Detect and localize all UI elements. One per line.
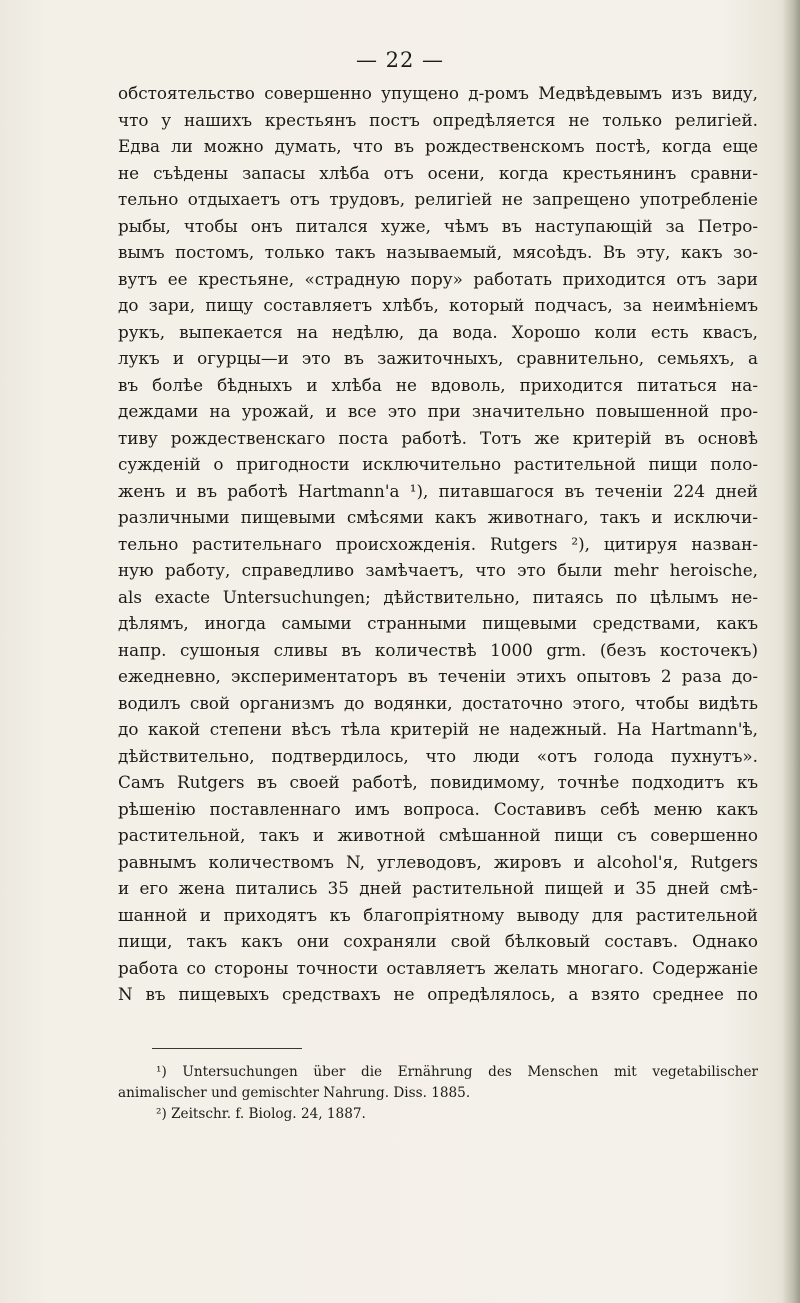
text-line: ежедневно, экспериментаторъ въ теченіи этихъ опытовъ 2 раза до- bbox=[118, 666, 758, 686]
text-line: не съѣдены запасы хлѣба отъ осени, когда крестьянинъ сравни- bbox=[118, 162, 758, 183]
text-line: деждами на урожай, и все это при значительно повышенной про- bbox=[118, 401, 758, 421]
footnotes bbox=[118, 1062, 758, 1125]
text-line: растительной, такъ и животной смѣшанной пищи съ совершенно bbox=[118, 825, 758, 845]
text-line: различными пищевыми смѣсями какъ животнаго, такъ и исключи- bbox=[118, 507, 758, 527]
text-line: лукъ и огурцы—и это въ зажиточныхъ, сравнительно, семьяхъ, а bbox=[118, 348, 758, 368]
footnote-divider bbox=[152, 1048, 302, 1049]
text-line: Едва ли можно думать, что въ рождественскомъ постѣ, когда еще bbox=[118, 136, 758, 156]
text-line: въ болѣе бѣдныхъ и хлѣба не вдоволь, приходится питаться на- bbox=[118, 374, 758, 395]
text-line: пищи, такъ какъ они сохраняли свой бѣлковый составъ. Однако bbox=[118, 931, 758, 951]
text-line: N въ пищевыхъ средствахъ не опредѣлялось, а взято среднее по bbox=[118, 984, 758, 1004]
text-line: рѣшенію поставленнаго имъ вопроса. Составивъ себѣ меню какъ bbox=[118, 798, 758, 819]
body-text bbox=[118, 80, 758, 1008]
text-line: женъ и въ работѣ Hartmann'а ¹), питавшагося въ теченіи 224 дней bbox=[118, 480, 758, 501]
footnote-line: ²) Zeitschr. f. Biolog. 24, 1887. bbox=[156, 1106, 366, 1122]
text-line: дѣлямъ, иногда самыми странными пищевыми средствами, какъ bbox=[118, 613, 758, 633]
page-edge-shadow bbox=[782, 0, 800, 1303]
text-line: до зари, пищу составляетъ хлѣбъ, который подчасъ, за неимѣніемъ bbox=[118, 295, 758, 315]
text-line: рукъ, выпекается на недѣлю, да вода. Хорошо коли есть квасъ, bbox=[118, 321, 758, 342]
text-line: вутъ ее крестьяне, «страдную пору» работать приходится отъ зари bbox=[118, 268, 758, 289]
footnote-line: animalischer und gemischter Nahrung. Diss. 1885. bbox=[118, 1085, 471, 1101]
text-line: тельно отдыхаетъ отъ трудовъ, религіей не запрещено употребленіе bbox=[118, 189, 758, 209]
text-line: что у нашихъ крестьянъ постъ опредѣляется не только религіей. bbox=[118, 109, 758, 130]
text-line: тельно растительнаго происхожденія. Rutgers ²), цитируя назван- bbox=[118, 533, 758, 554]
text-line: шанной и приходятъ къ благопріятному выводу для растительной bbox=[118, 904, 758, 925]
text-line: работа со стороны точности оставляетъ желать многаго. Содержаніе bbox=[118, 957, 758, 978]
text-line: Самъ Rutgers въ своей работѣ, повидимому, точнѣе подходитъ къ bbox=[118, 772, 758, 792]
footnote-line: ¹) Untersuchungen über die Ernährung des Menschen mit vegetabilischer bbox=[156, 1064, 758, 1080]
text-line: и его жена питались 35 дней растительной пищей и 35 дней смѣ- bbox=[118, 878, 758, 898]
text-line: до какой степени вѣсъ тѣла критерій не надежный. На Hartmann'ѣ, bbox=[118, 719, 758, 739]
text-line: сужденій о пригодности исключительно растительной пищи поло- bbox=[118, 454, 758, 474]
text-line: напр. сушоныя сливы въ количествѣ 1000 grm. (безъ косточекъ) bbox=[118, 639, 758, 660]
page-number: — 22 — bbox=[355, 48, 445, 72]
text-line: рыбы, чтобы онъ питался хуже, чѣмъ въ наступающій за Петро- bbox=[118, 215, 758, 236]
text-line: равнымъ количествомъ N, углеводовъ, жировъ и alcohol'я, Rutgers bbox=[118, 851, 758, 872]
text-line: обстоятельство совершенно упущено д-ромъ Медвѣдевымъ изъ виду, bbox=[118, 83, 758, 103]
text-line: ную работу, справедливо замѣчаетъ, что это были mehr heroische, bbox=[118, 560, 758, 580]
text-line: тиву рождественскаго поста работѣ. Тотъ же критерій въ основѣ bbox=[118, 427, 758, 448]
text-line: водилъ свой организмъ до водянки, достаточно этого, чтобы видѣть bbox=[118, 692, 758, 713]
text-line: als exacte Untersuchungen; дѣйствительно, питаясь по цѣлымъ не- bbox=[118, 586, 758, 607]
text-line: дѣйствительно, подтвердилось, что люди «отъ голода пухнутъ». bbox=[118, 745, 758, 766]
text-line: вымъ постомъ, только такъ называемый, мясоѣдъ. Въ эту, какъ зо- bbox=[118, 242, 758, 262]
